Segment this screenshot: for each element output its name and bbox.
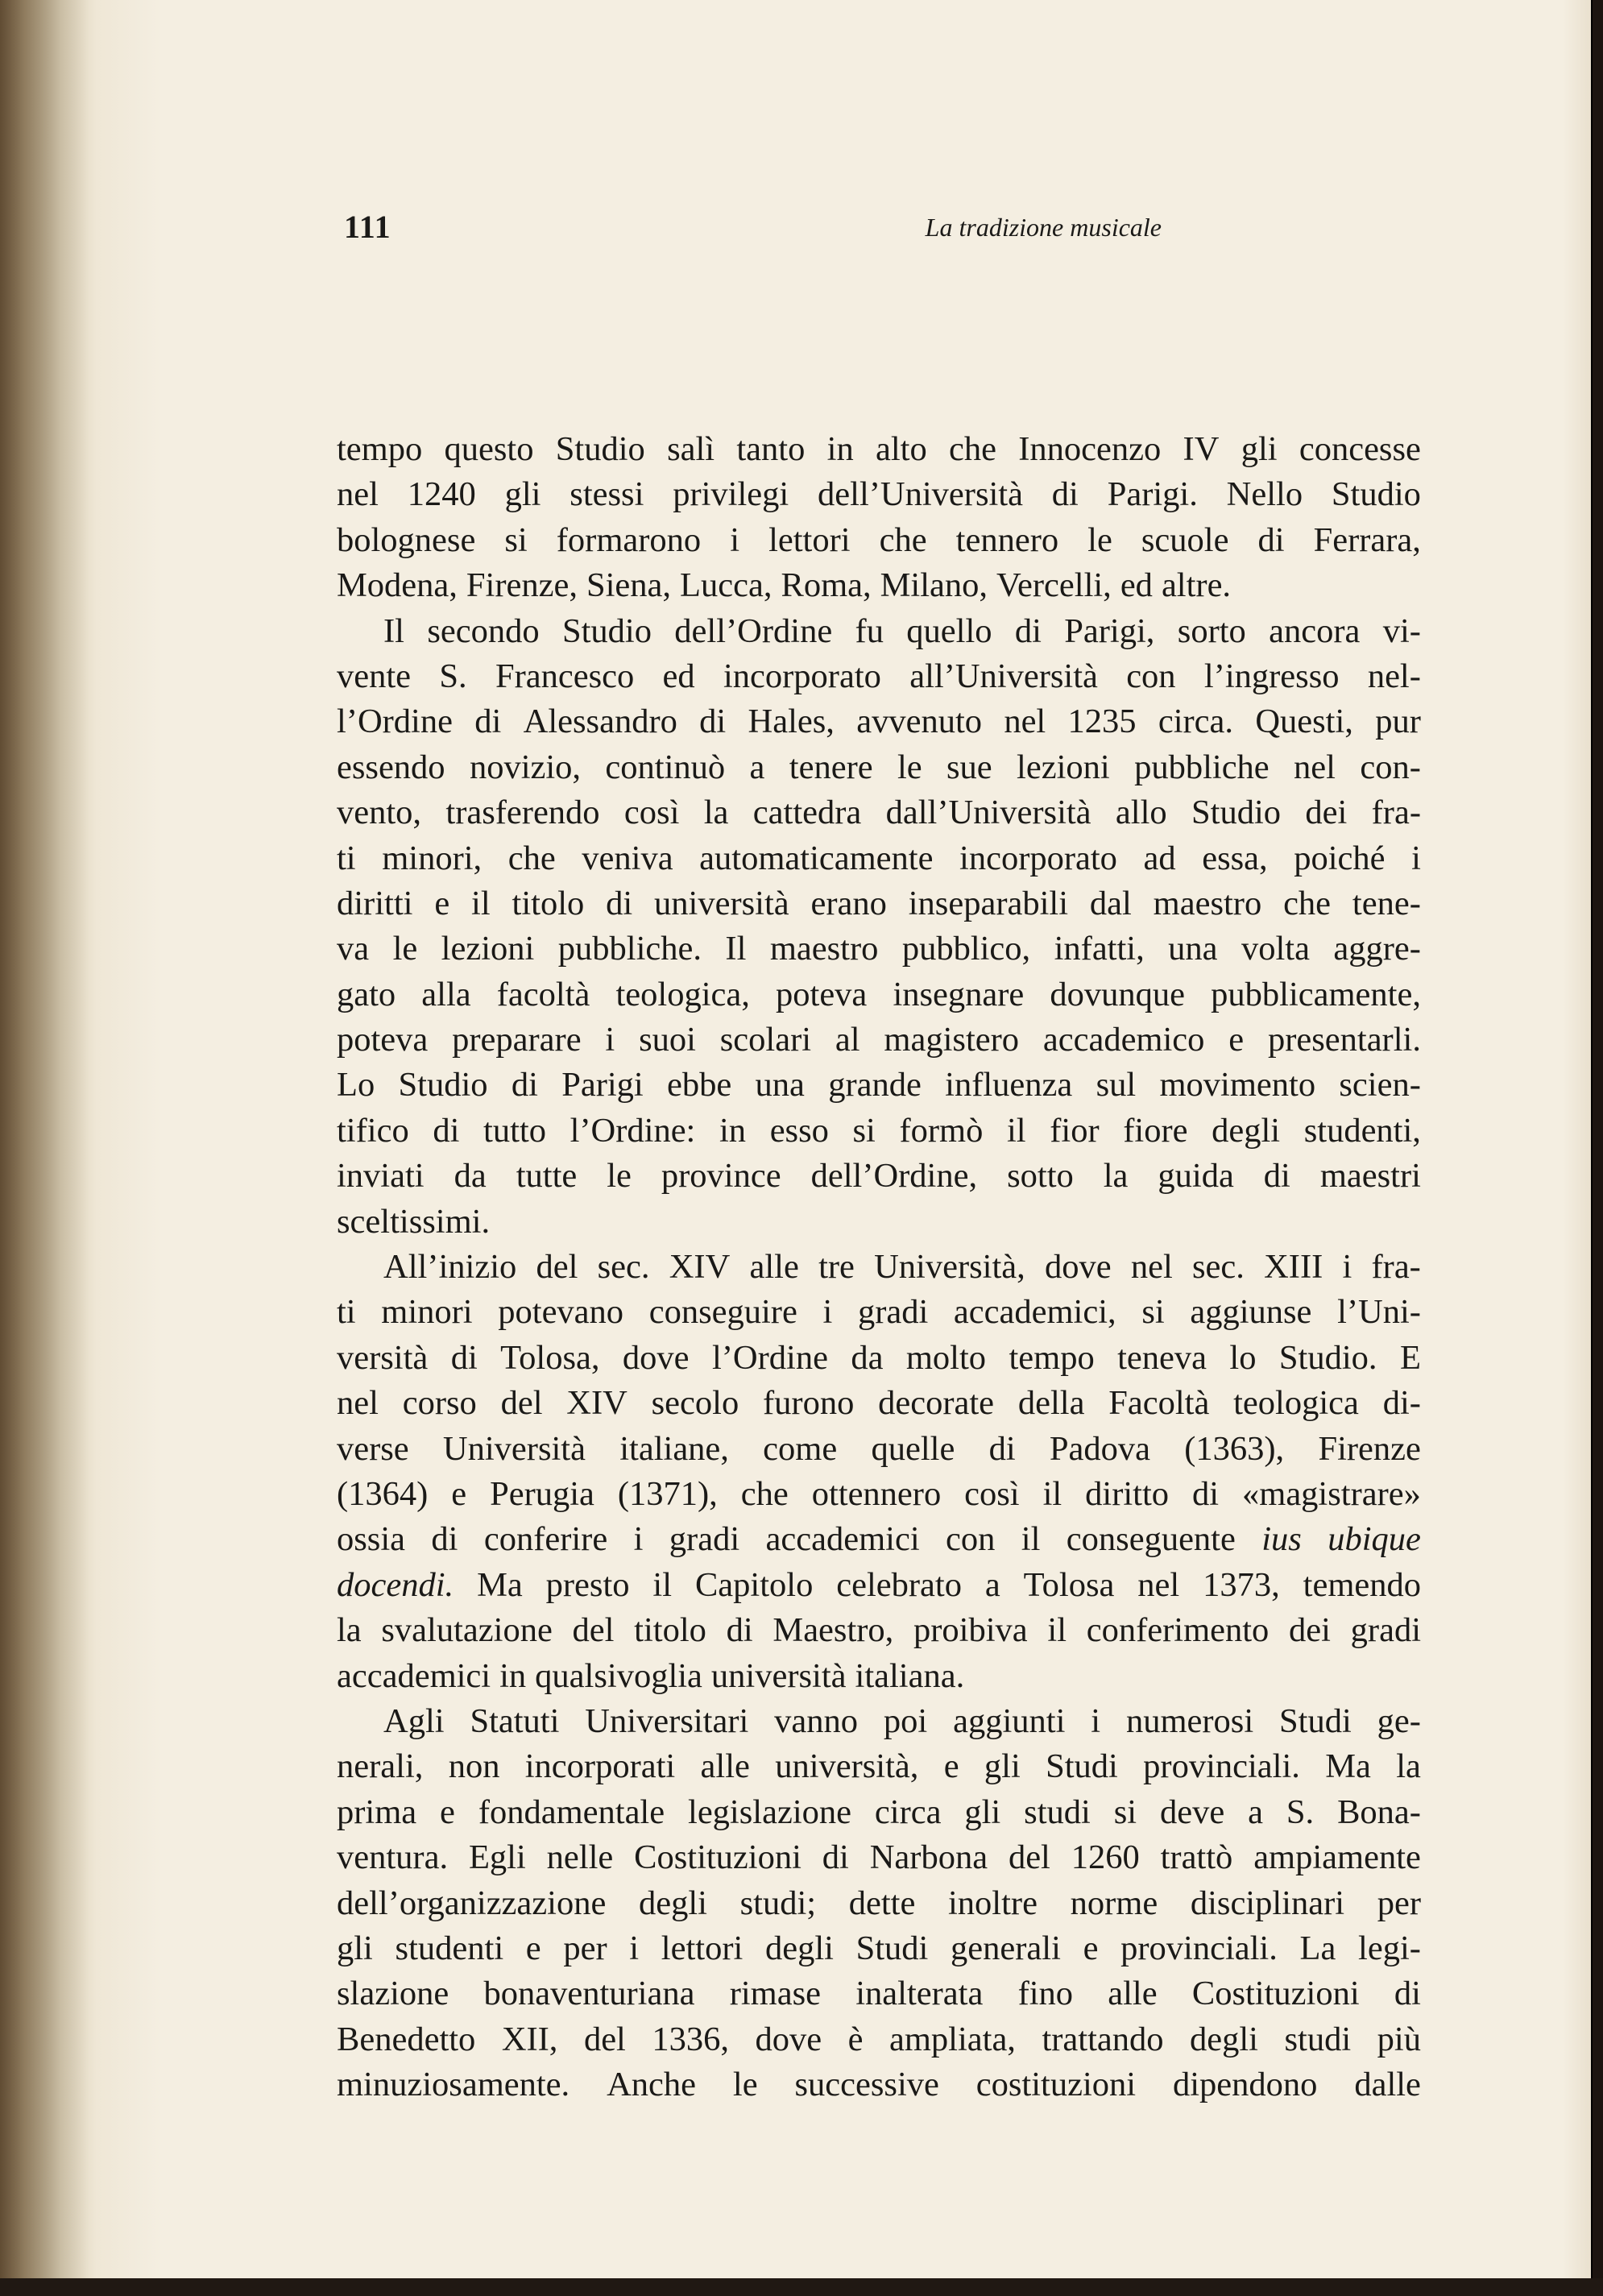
text-line: nel corso del XIV secolo furono decorate della Facoltà teologica di- [337,1384,1421,1423]
text-line: gato alla facoltà teologica, poteva insegnare dovunque pubblicamente, [337,975,1421,1013]
gutter-shadow [0,0,89,2278]
text-line: prima e fondamentale legislazione circa gli studi si deve a S. Bona- [337,1792,1421,1831]
text-line: poteva preparare i suoi scolari al magistero accademico e presentarli. [337,1021,1421,1059]
text-line: vente S. Francesco ed incorporato all’Università con l’ingresso nel- [337,657,1421,695]
text-line: va le lezioni pubbliche. Il maestro pubblico, infatti, una volta aggre- [337,930,1421,968]
text-line: tempo questo Studio salì tanto in alto che Innocenzo IV gli concesse [337,430,1421,468]
text-line: docendi. Ma presto il Capitolo celebrato a Tolosa nel 1373, temendo [337,1565,1421,1604]
text-line: tifico di tutto l’Ordine: in esso si formò il fior fiore degli studenti, [337,1111,1421,1150]
text-line: slazione bonaventuriana rimase inalterata fino alle Costituzioni di [337,1975,1421,2013]
text-line: (1364) e Perugia (1371), che ottennero così il diritto di «magistrare» [337,1474,1421,1513]
text-line: sceltissimi. [337,1202,491,1241]
text-line: Modena, Firenze, Siena, Lucca, Roma, Milano, Vercelli, ed altre. [337,566,1232,605]
text-line: nel 1240 gli stessi privilegi dell’Università di Parigi. Nello Studio [337,475,1421,514]
running-title: La tradizione musicale [925,213,1162,242]
text-line: ti minori potevano conseguire i gradi accademici, si aggiunse l’Uni- [337,1293,1421,1332]
text-line: gli studenti e per i lettori degli Studi generali e provinciali. La legi- [337,1929,1421,1967]
text-line: bolognese si formarono i lettori che tennero le scuole di Ferrara, [337,520,1421,559]
text-line: Il secondo Studio dell’Ordine fu quello di Parigi, sorto ancora vi- [383,611,1421,650]
text-line: dell’organizzazione degli studi; dette inoltre norme disciplinari per [337,1884,1421,1922]
text-line: versità di Tolosa, dove l’Ordine da molto tempo teneva lo Studio. E [337,1338,1421,1377]
text-line: diritti e il titolo di università erano inseparabili dal maestro che tene- [337,884,1421,922]
text-line: inviati da tutte le province dell’Ordine, sotto la guida di maestri [337,1157,1421,1196]
text-line: l’Ordine di Alessandro di Hales, avvenuto nel 1235 circa. Questi, pur [337,702,1421,741]
running-head [344,208,1162,256]
text-line: verse Università italiane, come quelle di Padova (1363), Firenze [337,1429,1421,1468]
text-line: nerali, non incorporati alle università, e gli Studi provinciali. Ma la [337,1747,1421,1786]
text-line: Agli Statuti Universitari vanno poi aggiunti i numerosi Studi ge- [383,1701,1421,1740]
text-line: ti minori, che veniva automaticamente incorporato ad essa, poiché i [337,839,1421,877]
text-line: accademici in qualsivoglia università italiana. [337,1656,965,1695]
page-number: 111 [344,209,391,245]
text-line: Lo Studio di Parigi ebbe una grande influenza sul movimento scien- [337,1066,1421,1104]
text-line: ossia di conferire i gradi accademici con il conseguente ius ubique [337,1520,1421,1559]
text-line: ventura. Egli nelle Costituzioni di Narbona del 1260 trattò ampiamente [337,1838,1421,1877]
scan-bottom-edge [0,2278,1603,2296]
text-line: la svalutazione del titolo di Maestro, proibiva il conferimento dei gradi [337,1611,1421,1650]
body-text [337,427,1421,2107]
text-line: Benedetto XII, del 1336, dove è ampliata, trattando degli studi più [337,2020,1421,2058]
text-line: vento, trasferendo così la cattedra dall’Università allo Studio dei fra- [337,794,1421,832]
text-line: essendo novizio, continuò a tenere le sue lezioni pubbliche nel con- [337,748,1421,786]
text-line: minuziosamente. Anche le successive costituzioni dipendono dalle [337,2066,1421,2104]
text-line: All’inizio del sec. XIV alle tre Università, dove nel sec. XIII i fra- [383,1248,1421,1287]
